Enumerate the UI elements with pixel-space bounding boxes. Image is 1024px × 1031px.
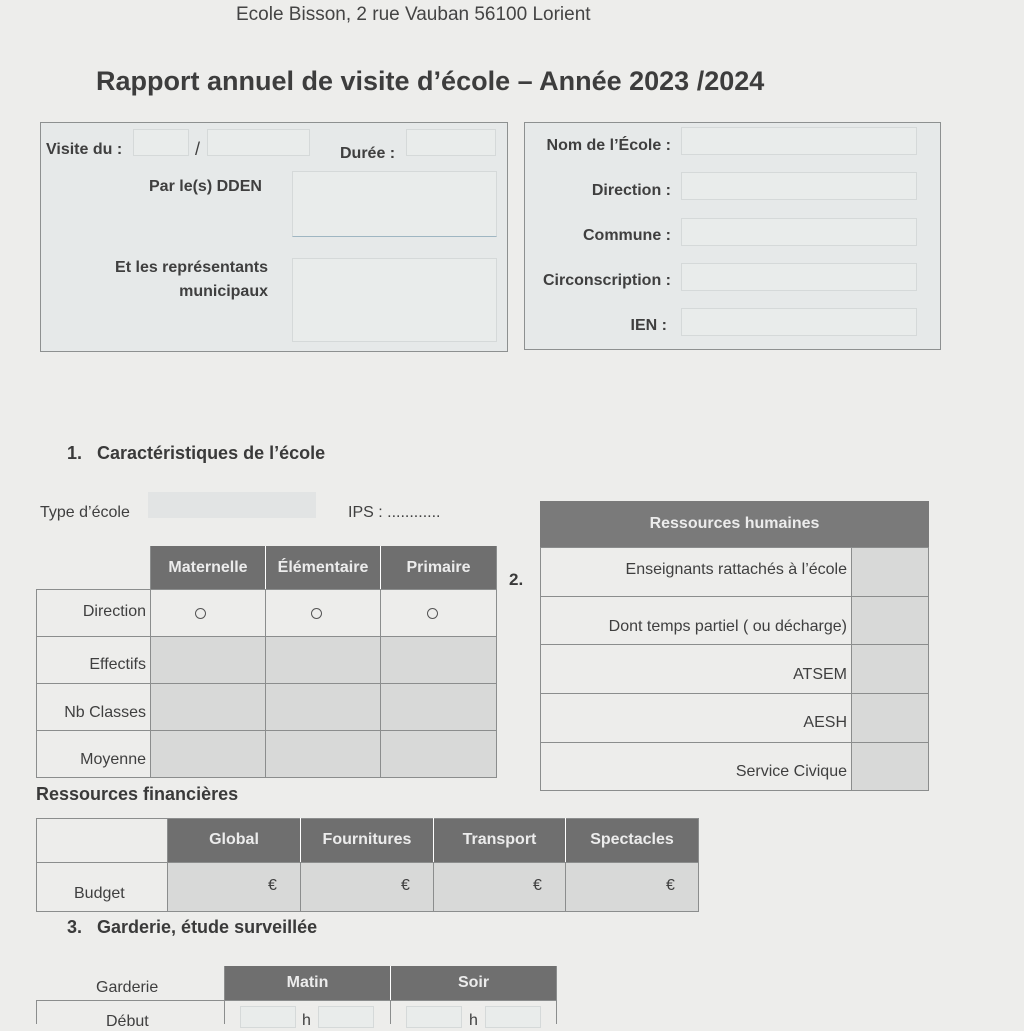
col-spectacles: Spectacles <box>566 818 698 862</box>
row-debut: Début <box>106 1013 149 1030</box>
matin-debut-hour-field[interactable] <box>240 1006 296 1028</box>
duration-label: Durée : <box>340 145 396 162</box>
table1-rule <box>36 589 496 590</box>
representatives-label-line2: municipaux <box>179 283 268 300</box>
hour-unit: h <box>469 1012 478 1029</box>
hr-rule <box>540 547 929 548</box>
circonscription-field[interactable] <box>681 263 917 291</box>
section2-number: 2. <box>509 570 524 589</box>
dden-field[interactable] <box>292 171 497 237</box>
finance-rule <box>433 862 434 912</box>
human-resources-header: Ressources humaines <box>540 501 929 547</box>
col-elementaire: Élémentaire <box>266 546 380 589</box>
row-nb-classes: Nb Classes <box>64 704 146 721</box>
garderie-rule <box>390 1000 391 1024</box>
school-type-field[interactable] <box>148 492 316 518</box>
table1-rule <box>36 589 37 778</box>
hr-rule <box>851 547 852 791</box>
col-maternelle: Maternelle <box>151 546 265 589</box>
visit-date-month-field[interactable] <box>207 129 310 156</box>
commune-field[interactable] <box>681 218 917 246</box>
finance-rule <box>300 862 301 912</box>
table1-rule <box>496 546 497 778</box>
table1-rule <box>265 589 266 778</box>
euro-fournitures: € <box>401 877 410 894</box>
school-type-label: Type d’école <box>40 504 130 521</box>
hr-rule <box>540 693 929 694</box>
table1-rule <box>380 589 381 778</box>
section3-title: 3. Garderie, étude surveillée <box>67 917 318 937</box>
finance-rule <box>36 911 698 912</box>
direction-field[interactable] <box>681 172 917 200</box>
duration-field[interactable] <box>406 129 496 156</box>
representatives-field[interactable] <box>292 258 497 342</box>
hr-rule <box>540 547 541 791</box>
ips-label: IPS : ............ <box>348 504 441 521</box>
hr-rule <box>928 547 929 791</box>
finance-rule <box>36 862 698 863</box>
representatives-label-line1: Et les représentants <box>115 259 268 276</box>
circonscription-label: Circonscription : <box>542 272 671 289</box>
visit-date-label: Visite du : <box>46 141 123 158</box>
visit-date-day-field[interactable] <box>133 129 189 156</box>
row-direction: Direction <box>82 603 146 620</box>
finance-title: Ressources financières <box>36 784 239 804</box>
row-moyenne: Moyenne <box>80 751 146 768</box>
school-name-label: Nom de l’École : <box>546 137 671 154</box>
col-soir: Soir <box>391 966 556 1000</box>
table1-rule <box>150 546 151 778</box>
hr-row-part-time: Dont temps partiel ( ou décharge) <box>608 618 847 635</box>
row-effectifs: Effectifs <box>89 656 146 673</box>
section1-title: 1. Caractéristiques de l’école <box>67 443 326 463</box>
finance-rule <box>36 818 37 912</box>
col-transport: Transport <box>434 818 565 862</box>
table1-gray-body <box>151 636 496 778</box>
header-divider <box>265 546 266 589</box>
direction-label: Direction : <box>591 182 671 199</box>
soir-debut-hour-field[interactable] <box>406 1006 462 1028</box>
header-divider <box>433 818 434 862</box>
col-global: Global <box>168 818 300 862</box>
hr-value-column <box>852 548 929 790</box>
ien-field[interactable] <box>681 308 917 336</box>
radio-elementaire[interactable] <box>311 608 322 619</box>
hr-rule <box>540 790 929 791</box>
table1-rule <box>36 636 496 637</box>
euro-spectacles: € <box>666 877 675 894</box>
header-divider <box>565 818 566 862</box>
budget-label: Budget <box>74 885 125 902</box>
finance-rule <box>565 862 566 912</box>
table1-rule <box>36 777 496 778</box>
finance-rule <box>167 818 168 912</box>
hr-row-teachers: Enseignants rattachés à l’école <box>625 561 847 578</box>
garderie-label: Garderie <box>96 979 159 996</box>
header-divider <box>390 966 391 1000</box>
dden-label: Par le(s) DDEN <box>149 178 262 195</box>
radio-maternelle[interactable] <box>195 608 206 619</box>
hr-row-atsem: ATSEM <box>793 666 847 683</box>
col-primaire: Primaire <box>381 546 496 589</box>
hr-rule <box>540 596 929 597</box>
hour-unit: h <box>302 1012 311 1029</box>
garderie-rule <box>224 966 225 1024</box>
euro-global: € <box>268 877 277 894</box>
hr-rule <box>540 742 929 743</box>
soir-debut-minute-field[interactable] <box>485 1006 541 1028</box>
hr-row-civic-service: Service Civique <box>735 763 847 780</box>
hr-row-aesh: AESH <box>803 714 847 731</box>
header-divider <box>380 546 381 589</box>
header-divider <box>300 818 301 862</box>
finance-rule <box>36 818 698 819</box>
matin-debut-minute-field[interactable] <box>318 1006 374 1028</box>
table1-rule <box>36 730 496 731</box>
hr-rule <box>540 644 929 645</box>
garderie-rule <box>556 966 557 1024</box>
page-title: Rapport annuel de visite d’école – Année 2023 /2024 <box>96 66 765 96</box>
garderie-rule <box>36 1000 37 1024</box>
euro-transport: € <box>533 877 542 894</box>
date-separator: / <box>195 139 201 159</box>
table1-rule <box>36 683 496 684</box>
radio-primaire[interactable] <box>427 608 438 619</box>
finance-rule <box>698 818 699 912</box>
col-fournitures: Fournitures <box>301 818 433 862</box>
ien-label: IEN : <box>630 317 667 334</box>
col-matin: Matin <box>225 966 390 1000</box>
commune-label: Commune : <box>583 227 671 244</box>
school-name-field[interactable] <box>681 127 917 155</box>
school-address: Ecole Bisson, 2 rue Vauban 56100 Lorient <box>236 4 591 25</box>
garderie-rule <box>36 1000 556 1001</box>
